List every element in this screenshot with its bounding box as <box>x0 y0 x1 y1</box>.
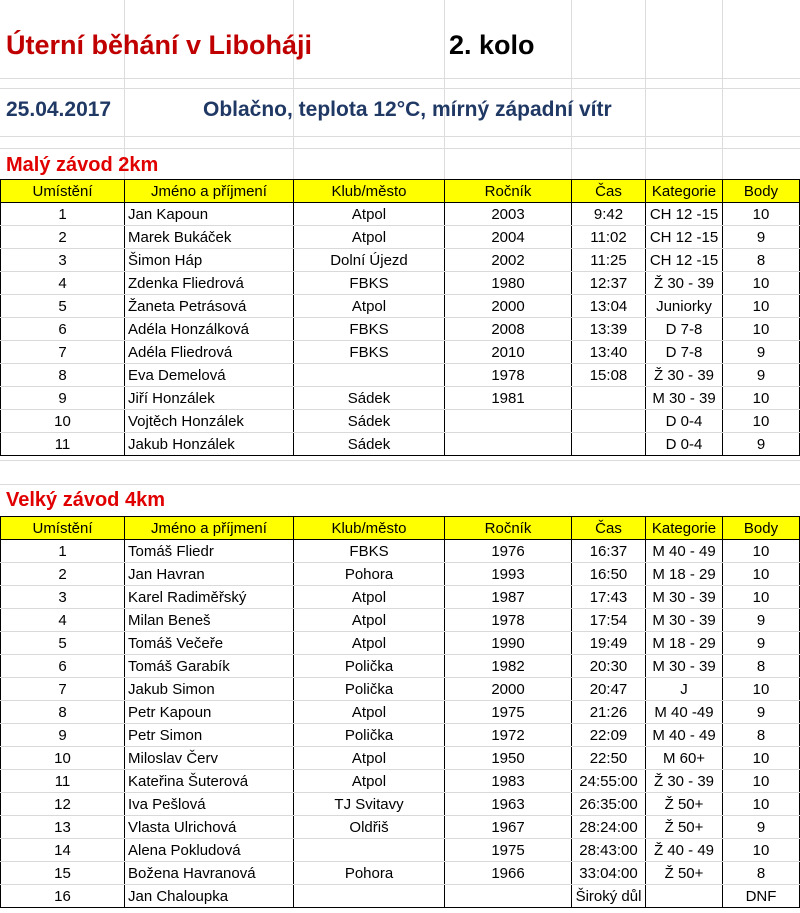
cell-rank: 9 <box>1 387 125 410</box>
cell-points: 9 <box>723 701 800 724</box>
table-header-row <box>1 180 800 203</box>
cell-club: Polička <box>294 724 445 747</box>
cell-time: Široký důl <box>572 885 646 908</box>
cell-category: J <box>646 678 723 701</box>
cell-points: 9 <box>723 609 800 632</box>
grid-line <box>722 0 723 180</box>
cell-points: 9 <box>723 816 800 839</box>
table-row <box>1 816 800 839</box>
cell-points: 10 <box>723 203 800 226</box>
cell-club: Atpol <box>294 632 445 655</box>
column-header-rank: Umístění <box>1 180 125 203</box>
table-row <box>1 678 800 701</box>
cell-time: 13:04 <box>572 295 646 318</box>
cell-year: 2000 <box>445 295 572 318</box>
cell-points: 10 <box>723 563 800 586</box>
cell-rank: 11 <box>1 770 125 793</box>
table-row <box>1 272 800 295</box>
cell-name: Petr Simon <box>125 724 294 747</box>
cell-club: Dolní Újezd <box>294 249 445 272</box>
cell-time: 15:08 <box>572 364 646 387</box>
cell-year: 1976 <box>445 540 572 563</box>
cell-year: 1980 <box>445 272 572 295</box>
grid-line <box>0 136 800 137</box>
cell-rank: 9 <box>1 724 125 747</box>
cell-time: 13:39 <box>572 318 646 341</box>
cell-year: 1982 <box>445 655 572 678</box>
cell-club: Atpol <box>294 586 445 609</box>
cell-category: D 7-8 <box>646 318 723 341</box>
cell-category: M 60+ <box>646 747 723 770</box>
cell-time: 20:47 <box>572 678 646 701</box>
cell-name: Eva Demelová <box>125 364 294 387</box>
race-date: 25.04.2017 <box>6 98 112 121</box>
cell-category: M 18 - 29 <box>646 563 723 586</box>
cell-time: 22:50 <box>572 747 646 770</box>
cell-points: 10 <box>723 410 800 433</box>
table-row <box>1 387 800 410</box>
cell-club: Polička <box>294 655 445 678</box>
cell-time: 21:26 <box>572 701 646 724</box>
cell-time: 28:43:00 <box>572 839 646 862</box>
column-header-points: Body <box>723 180 800 203</box>
cell-category: M 30 - 39 <box>646 586 723 609</box>
table-row <box>1 609 800 632</box>
column-header-name: Jméno a příjmení <box>125 517 294 540</box>
small-race-title: Malý závod 2km <box>6 154 159 176</box>
cell-category: Ž 40 - 49 <box>646 839 723 862</box>
cell-club: Sádek <box>294 433 445 456</box>
cell-category: CH 12 -15 <box>646 249 723 272</box>
cell-name: Vlasta Ulrichová <box>125 816 294 839</box>
cell-club: FBKS <box>294 341 445 364</box>
cell-club: FBKS <box>294 318 445 341</box>
cell-rank: 8 <box>1 364 125 387</box>
cell-points: DNF <box>723 885 800 908</box>
cell-rank: 5 <box>1 295 125 318</box>
cell-year: 1981 <box>445 387 572 410</box>
cell-year: 1978 <box>445 609 572 632</box>
cell-time: 24:55:00 <box>572 770 646 793</box>
cell-category: M 40 -49 <box>646 701 723 724</box>
cell-points: 10 <box>723 318 800 341</box>
cell-club: Atpol <box>294 747 445 770</box>
column-header-time: Čas <box>572 180 646 203</box>
table-row <box>1 885 800 908</box>
table-row <box>1 655 800 678</box>
cell-club: Polička <box>294 678 445 701</box>
cell-rank: 8 <box>1 701 125 724</box>
cell-time: 19:49 <box>572 632 646 655</box>
cell-club: Atpol <box>294 295 445 318</box>
cell-name: Miloslav Červ <box>125 747 294 770</box>
cell-year: 1975 <box>445 701 572 724</box>
cell-club: Atpol <box>294 770 445 793</box>
cell-rank: 6 <box>1 318 125 341</box>
cell-rank: 2 <box>1 563 125 586</box>
cell-rank: 14 <box>1 839 125 862</box>
cell-name: Jan Kapoun <box>125 203 294 226</box>
cell-points: 9 <box>723 341 800 364</box>
cell-year: 2000 <box>445 678 572 701</box>
cell-rank: 4 <box>1 609 125 632</box>
cell-year: 2004 <box>445 226 572 249</box>
cell-club: Atpol <box>294 226 445 249</box>
cell-name: Tomáš Garabík <box>125 655 294 678</box>
grid-line <box>571 0 572 180</box>
table-row <box>1 793 800 816</box>
table-row <box>1 747 800 770</box>
cell-name: Alena Pokludová <box>125 839 294 862</box>
cell-rank: 16 <box>1 885 125 908</box>
cell-rank: 10 <box>1 747 125 770</box>
cell-club: FBKS <box>294 272 445 295</box>
cell-category: D 0-4 <box>646 433 723 456</box>
cell-name: Vojtěch Honzálek <box>125 410 294 433</box>
cell-category: Ž 30 - 39 <box>646 770 723 793</box>
grid-line <box>645 0 646 180</box>
cell-rank: 11 <box>1 433 125 456</box>
cell-time: 28:24:00 <box>572 816 646 839</box>
column-header-rank: Umístění <box>1 517 125 540</box>
cell-time: 20:30 <box>572 655 646 678</box>
cell-rank: 1 <box>1 540 125 563</box>
cell-year: 2008 <box>445 318 572 341</box>
cell-points: 8 <box>723 862 800 885</box>
cell-club: Atpol <box>294 203 445 226</box>
cell-year: 1966 <box>445 862 572 885</box>
cell-club: Sádek <box>294 387 445 410</box>
cell-category: Ž 30 - 39 <box>646 364 723 387</box>
cell-club: Atpol <box>294 701 445 724</box>
table-row <box>1 318 800 341</box>
cell-name: Jan Chaloupka <box>125 885 294 908</box>
cell-time: 26:35:00 <box>572 793 646 816</box>
cell-rank: 12 <box>1 793 125 816</box>
cell-points: 10 <box>723 770 800 793</box>
grid-line <box>444 0 445 180</box>
cell-name: Jiří Honzálek <box>125 387 294 410</box>
cell-rank: 1 <box>1 203 125 226</box>
cell-club: Pohora <box>294 563 445 586</box>
grid-line <box>0 88 800 89</box>
cell-category: Ž 50+ <box>646 793 723 816</box>
cell-rank: 6 <box>1 655 125 678</box>
cell-rank: 4 <box>1 272 125 295</box>
cell-rank: 2 <box>1 226 125 249</box>
cell-name: Božena Havranová <box>125 862 294 885</box>
cell-year: 1993 <box>445 563 572 586</box>
cell-points: 8 <box>723 724 800 747</box>
cell-rank: 5 <box>1 632 125 655</box>
cell-year: 2010 <box>445 341 572 364</box>
table-row <box>1 586 800 609</box>
cell-category <box>646 885 723 908</box>
table-row <box>1 770 800 793</box>
grid-line <box>0 484 800 485</box>
cell-year: 1987 <box>445 586 572 609</box>
cell-year: 1950 <box>445 747 572 770</box>
column-header-club: Klub/město <box>294 517 445 540</box>
cell-rank: 3 <box>1 586 125 609</box>
cell-name: Tomáš Fliedr <box>125 540 294 563</box>
cell-points: 9 <box>723 226 800 249</box>
cell-category: D 7-8 <box>646 341 723 364</box>
cell-name: Marek Bukáček <box>125 226 294 249</box>
cell-points: 10 <box>723 747 800 770</box>
cell-category: D 0-4 <box>646 410 723 433</box>
table-row <box>1 540 800 563</box>
column-header-year: Ročník <box>445 517 572 540</box>
cell-time: 16:50 <box>572 563 646 586</box>
column-header-year: Ročník <box>445 180 572 203</box>
cell-year <box>445 410 572 433</box>
cell-time <box>572 387 646 410</box>
cell-points: 10 <box>723 387 800 410</box>
column-header-points: Body <box>723 517 800 540</box>
cell-name: Zdenka Fliedrová <box>125 272 294 295</box>
cell-time: 11:25 <box>572 249 646 272</box>
cell-time <box>572 410 646 433</box>
cell-category: M 30 - 39 <box>646 609 723 632</box>
weather-info: Oblačno, teplota 12°C, mírný západní vítr <box>203 98 612 121</box>
cell-points: 8 <box>723 655 800 678</box>
cell-time: 9:42 <box>572 203 646 226</box>
cell-points: 10 <box>723 839 800 862</box>
cell-time: 16:37 <box>572 540 646 563</box>
table-row <box>1 341 800 364</box>
small-race-table <box>0 179 800 456</box>
cell-time: 11:02 <box>572 226 646 249</box>
cell-rank: 10 <box>1 410 125 433</box>
table-row <box>1 632 800 655</box>
big-race-title: Velký závod 4km <box>6 489 165 511</box>
cell-rank: 7 <box>1 341 125 364</box>
cell-club: Sádek <box>294 410 445 433</box>
cell-category: M 40 - 49 <box>646 724 723 747</box>
cell-year: 1978 <box>445 364 572 387</box>
cell-name: Iva Pešlová <box>125 793 294 816</box>
cell-category: Ž 50+ <box>646 816 723 839</box>
cell-name: Žaneta Petrásová <box>125 295 294 318</box>
cell-year: 1963 <box>445 793 572 816</box>
table-row <box>1 295 800 318</box>
cell-year: 2003 <box>445 203 572 226</box>
cell-points: 10 <box>723 793 800 816</box>
cell-club: Oldřiš <box>294 816 445 839</box>
table-header-row <box>1 517 800 540</box>
round-label: 2. kolo <box>449 30 535 60</box>
cell-name: Jakub Simon <box>125 678 294 701</box>
cell-name: Adéla Fliedrová <box>125 341 294 364</box>
column-header-name: Jméno a příjmení <box>125 180 294 203</box>
cell-rank: 7 <box>1 678 125 701</box>
cell-name: Tomáš Večeře <box>125 632 294 655</box>
cell-category: CH 12 -15 <box>646 203 723 226</box>
cell-name: Adéla Honzálková <box>125 318 294 341</box>
column-header-time: Čas <box>572 517 646 540</box>
cell-time: 17:43 <box>572 586 646 609</box>
cell-points: 10 <box>723 678 800 701</box>
cell-points: 9 <box>723 364 800 387</box>
cell-year <box>445 433 572 456</box>
cell-points: 10 <box>723 295 800 318</box>
cell-year: 2002 <box>445 249 572 272</box>
cell-time: 22:09 <box>572 724 646 747</box>
cell-category: M 30 - 39 <box>646 655 723 678</box>
cell-category: Juniorky <box>646 295 723 318</box>
grid-line <box>0 460 800 461</box>
cell-name: Milan Beneš <box>125 609 294 632</box>
cell-year <box>445 885 572 908</box>
table-row <box>1 226 800 249</box>
cell-year: 1990 <box>445 632 572 655</box>
table-row <box>1 249 800 272</box>
table-row <box>1 433 800 456</box>
grid-line <box>124 0 125 180</box>
table-row <box>1 839 800 862</box>
cell-year: 1975 <box>445 839 572 862</box>
cell-club <box>294 885 445 908</box>
cell-name: Kateřina Šuterová <box>125 770 294 793</box>
cell-rank: 13 <box>1 816 125 839</box>
cell-time <box>572 433 646 456</box>
cell-points: 10 <box>723 586 800 609</box>
cell-points: 8 <box>723 249 800 272</box>
cell-club <box>294 839 445 862</box>
cell-points: 9 <box>723 632 800 655</box>
table-row <box>1 724 800 747</box>
cell-points: 10 <box>723 540 800 563</box>
cell-category: Ž 30 - 39 <box>646 272 723 295</box>
cell-club: Pohora <box>294 862 445 885</box>
table-row <box>1 862 800 885</box>
cell-category: CH 12 -15 <box>646 226 723 249</box>
cell-rank: 15 <box>1 862 125 885</box>
cell-club: Atpol <box>294 609 445 632</box>
cell-year: 1967 <box>445 816 572 839</box>
table-row <box>1 364 800 387</box>
cell-time: 12:37 <box>572 272 646 295</box>
cell-club <box>294 364 445 387</box>
cell-club: FBKS <box>294 540 445 563</box>
table-row <box>1 701 800 724</box>
grid-line <box>0 148 800 149</box>
cell-name: Petr Kapoun <box>125 701 294 724</box>
cell-points: 9 <box>723 433 800 456</box>
cell-time: 13:40 <box>572 341 646 364</box>
page-title: Úterní běhání v Liboháji <box>6 30 313 60</box>
column-header-club: Klub/město <box>294 180 445 203</box>
cell-category: M 40 - 49 <box>646 540 723 563</box>
cell-category: M 30 - 39 <box>646 387 723 410</box>
cell-time: 33:04:00 <box>572 862 646 885</box>
table-row <box>1 563 800 586</box>
cell-year: 1972 <box>445 724 572 747</box>
cell-club: TJ Svitavy <box>294 793 445 816</box>
cell-rank: 3 <box>1 249 125 272</box>
table-row <box>1 410 800 433</box>
cell-category: M 18 - 29 <box>646 632 723 655</box>
cell-name: Jan Havran <box>125 563 294 586</box>
cell-name: Jakub Honzálek <box>125 433 294 456</box>
cell-name: Šimon Háp <box>125 249 294 272</box>
big-race-table <box>0 516 800 908</box>
grid-line <box>0 78 800 79</box>
cell-time: 17:54 <box>572 609 646 632</box>
cell-points: 10 <box>723 272 800 295</box>
cell-category: Ž 50+ <box>646 862 723 885</box>
cell-name: Karel Radiměřský <box>125 586 294 609</box>
cell-year: 1983 <box>445 770 572 793</box>
table-row <box>1 203 800 226</box>
column-header-category: Kategorie <box>646 517 723 540</box>
grid-line <box>293 0 294 180</box>
column-header-category: Kategorie <box>646 180 723 203</box>
